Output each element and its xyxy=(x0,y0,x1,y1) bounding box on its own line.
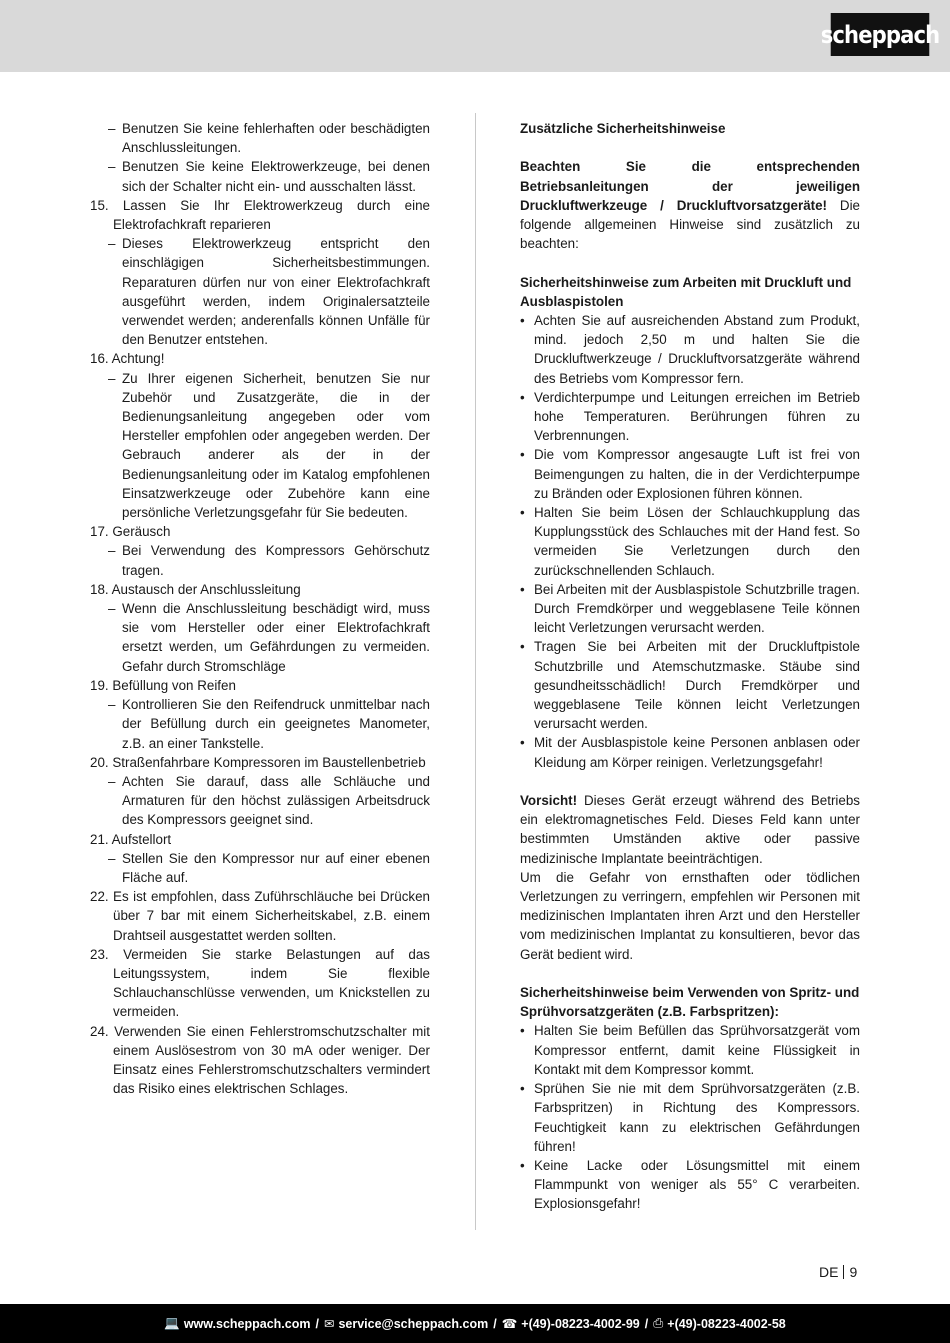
list-item: 18. Austausch der Anschlussleitung xyxy=(90,581,301,597)
list-item: – Stellen Sie den Kompressor nur auf einer ebenen Fläche auf. xyxy=(108,850,430,885)
list-item: – Benutzen Sie keine fehlerhaften oder beschädigten Anschlussleitungen. xyxy=(108,121,430,156)
list-item: – Benutzen Sie keine Elektrowerkzeuge, bei denen sich der Schalter nicht ein- und ausschalten lässt. xyxy=(108,159,430,194)
list-item: 17. Geräusch xyxy=(90,524,171,540)
section-heading: Zusätzliche Sicherheitshinweise xyxy=(520,121,726,136)
brand-logo: scheppach xyxy=(831,13,930,56)
website-link[interactable]: www.scheppach.com xyxy=(183,1316,311,1331)
fax-icon: ⎙ xyxy=(653,1316,664,1330)
fax-number: +(49)-08223-4002-58 xyxy=(667,1316,786,1331)
email-link[interactable]: service@scheppach.com xyxy=(338,1316,489,1331)
phone-number: +(49)-08223-4002-99 xyxy=(521,1316,640,1331)
list-item: 16. Achtung! xyxy=(90,351,165,367)
list-item: 19. Befüllung von Reifen xyxy=(90,677,236,693)
list-item: – Wenn die Anschlussleitung beschädigt wird, muss sie vom Hersteller oder einer Elektrofachkraft ersetzt werden, um Gefährdungen zu vermeiden. Gefahr durch Stromschläge xyxy=(108,601,430,674)
list-item: 22. Es ist empfohlen, dass Zuführschläuche bei Drücken über 7 bar mit einem Sicherheitskabel, z.B. einem Drahtseil ausgestattet werden sollten. xyxy=(90,889,430,943)
header-band xyxy=(0,0,950,72)
list-item: • Sprühen Sie nie mit dem Sprühvorsatzgeräten (z.B. Farbspritzen) in Richtung des Kompressors. Feuchtigkeit kann zu elektrischen Gefährdungen führen! xyxy=(520,1081,860,1154)
caution-paragraph: Vorsicht! Dieses Gerät erzeugt während des Betriebs ein elektromagnetisches Feld. Dieses Feld kann unter bestimmten Umständen aktive oder passive medizinische Implantate beeinträchtigen. xyxy=(520,793,860,866)
list-item: • Verdichterpumpe und Leitungen erreichen im Betrieb hohe Temperaturen. Berührungen führen zu Verbrennungen. xyxy=(520,389,860,444)
footer-contact-bar: 💻 www.scheppach.com / ✉ service@scheppach.com / ☎ +(49)-08223-4002-99 / ⎙ +(49)-08223-4002-58 xyxy=(0,1304,950,1343)
list-item: • Bei Arbeiten mit der Ausblaspistole Schutzbrille tragen. Durch Fremdkörper und weggeblasene Teile können leicht Verletzungen verursacht werden. xyxy=(520,581,860,636)
implant-paragraph: Um die Gefahr von ernsthaften oder tödlichen Verletzungen zu verringern, empfehlen wir Personen mit medizinischen Implantaten ihren Arzt und den Hersteller vom medizinischen Implantat zu konsultieren, bevor das Gerät bedient wird. xyxy=(520,869,860,962)
list-item: • Tragen Sie bei Arbeiten mit der Druckluftpistole Schutzbrille und Atemschutzmaske. Stäube sind gesundheitsschädlich! Durch Fremdkörper und weggeblasene Teile können leicht Verletzungen verursacht werden. xyxy=(520,639,860,732)
list-item: • Achten Sie auf ausreichenden Abstand zum Produkt, mind. jedoch 2,50 m und halten Sie die Druckluftwerkzeuge / Druckluftvorsatzgeräte während des Betriebs vom Kompressor fern. xyxy=(520,313,860,386)
list-item: 20. Straßenfahrbare Kompressoren im Baustellenbetrieb xyxy=(90,754,426,770)
left-column xyxy=(90,119,430,1098)
list-item: – Zu Ihrer eigenen Sicherheit, benutzen Sie nur Zubehör und Zusatzgeräte, die in der Bedienungsanleitung angegeben oder vom Hersteller empfohlen oder angegeben werden. Der Gebrauch anderer als der in der Bedienungsanleitung oder im Katalog empfohlenen Einsatzwerkzeuge oder Zubehöre kann eine persönliche Verletzungsgefahr für Sie bedeuten. xyxy=(108,370,430,521)
phone-icon: ☎ xyxy=(501,1317,518,1331)
column-divider xyxy=(475,113,476,1230)
list-item: • Halten Sie beim Lösen der Schlauchkupplung das Kupplungsstück des Schlauches mit der Hand fest. So vermeiden Sie Verletzungen durch den zurückschnellenden Schlauch. xyxy=(520,505,860,578)
list-item: – Dieses Elektrowerkzeug entspricht den einschlägigen Sicherheitsbestimmungen. Reparaturen dürfen nur von einer Elektrofachkraft ausgeführt werden, indem Originalersatzteile verwendet werden; anderenfalls können Unfälle für den Benutzer entstehen. xyxy=(108,236,430,348)
mail-icon: ✉ xyxy=(323,1317,335,1331)
spray-safety-heading: Sicherheitshinweise beim Verwenden von Spritz- und Sprühvorsatzgeräten (z.B. Farbspritzen): xyxy=(520,985,860,1020)
intro-paragraph: Beachten Sie die entsprechenden Betriebsanleitungen der jeweiligen Druckluftwerkzeuge / Druckluftvorsatzgeräte! Die folgende allgemeinen Hinweise sind zusätzlich zu beachten: xyxy=(520,159,860,252)
list-item: – Achten Sie darauf, dass alle Schläuche und Armaturen für den höchst zulässigen Arbeitsdruck des Kompressors geeignet sind. xyxy=(108,773,430,828)
list-item: 21. Aufstellort xyxy=(90,831,172,847)
air-safety-heading: Sicherheitshinweise zum Arbeiten mit Druckluft und Ausblaspistolen xyxy=(520,274,852,309)
list-item: 24. Verwenden Sie einen Fehlerstromschutzschalter mit einem Auslösestrom von 30 mA oder weniger. Der Einsatz eines Fehlerstromschutzschalters vermindert das Risiko eines elektrischen Schlages. xyxy=(90,1023,430,1097)
list-item: • Halten Sie beim Befüllen das Sprühvorsatzgerät vom Kompressor entfernt, damit keine Flüssigkeit in Kontakt mit dem Kompressor kommt. xyxy=(520,1023,860,1077)
list-item: 15. Lassen Sie Ihr Elektrowerkzeug durch eine Elektrofachkraft reparieren xyxy=(90,197,430,233)
list-item: – Kontrollieren Sie den Reifendruck unmittelbar nach der Befüllung durch ein geeignetes Manometer, z.B. an einer Tankstelle. xyxy=(108,697,430,751)
list-item: 23. Vermeiden Sie starke Belastungen auf das Leitungssystem, indem Sie flexible Schlauchanschlüsse verwenden, um Knickstellen zu vermeiden. xyxy=(90,946,430,1020)
page-number: DE 9 xyxy=(819,1264,858,1280)
list-item: • Mit der Ausblaspistole keine Personen anblasen oder Kleidung am Körper reinigen. Verletzungsgefahr! xyxy=(520,735,860,770)
list-item: • Die vom Kompressor angesaugte Luft ist frei von Beimengungen zu halten, die in der Verdichterpumpe zu Bränden oder Explosionen führen können. xyxy=(520,447,860,501)
list-item: – Bei Verwendung des Kompressors Gehörschutz tragen. xyxy=(108,543,430,578)
right-column xyxy=(520,119,860,1214)
computer-icon: 💻 xyxy=(164,1316,180,1330)
list-item: • Keine Lacke oder Lösungsmittel mit einem Flammpunkt von weniger als 55° C verarbeiten. Explosionsgefahr! xyxy=(520,1157,860,1212)
